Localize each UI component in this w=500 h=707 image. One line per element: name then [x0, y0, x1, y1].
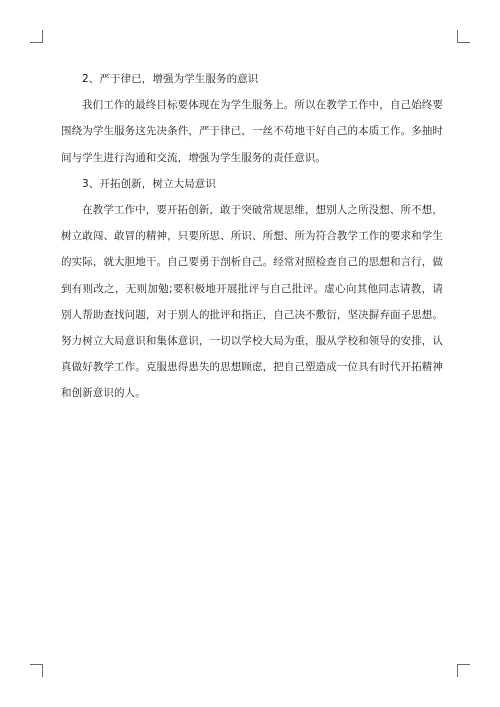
crop-mark-bottom-right: [457, 664, 470, 677]
crop-mark-bottom-left: [30, 664, 43, 677]
crop-mark-top-left: [30, 30, 43, 43]
section-heading-3: 3、开拓创新，树立大局意识: [82, 177, 216, 190]
document-body: [61, 66, 443, 407]
section-heading-2: 2、严于律已，增强为学生服务的意识: [82, 73, 259, 85]
section-paragraph-3: 在教学工作中，要开拓创新，敢于突破常规思维，想别人之所没想、所不想，树立敢闯、敢冒的精神，只要所思、所识、所想、所为符合教学工作的要求和学生的实际，就大胆地干。自己要勇于剖析自己。经常对照检查自己的思想和言行，做到有则改之，无则加勉;要积极地开展批评与自己批评。虚心向其他同志请教，请别人帮助查找问题，对于别人的批评和指正，自己决不敷衍，坚决摒弃面子思想。努力树立大局意识和集体意识，一切以学校大局为重，服从学校和领导的安排，认真做好教学工作。克服患得患失的思想顾虑，把自己塑造成一位具有时代开拓精神和创新意识的人。: [61, 204, 443, 400]
crop-mark-top-right: [457, 30, 470, 43]
section-paragraph-2: 我们工作的最终目标要体现在为学生服务上。所以在教学工作中，自己始终要围绕为学生服务这先决条件，严于律已，一丝不苟地干好自己的本质工作。多抽时间与学生进行沟通和交流，增强为学生服务的责任意识。: [61, 99, 443, 164]
